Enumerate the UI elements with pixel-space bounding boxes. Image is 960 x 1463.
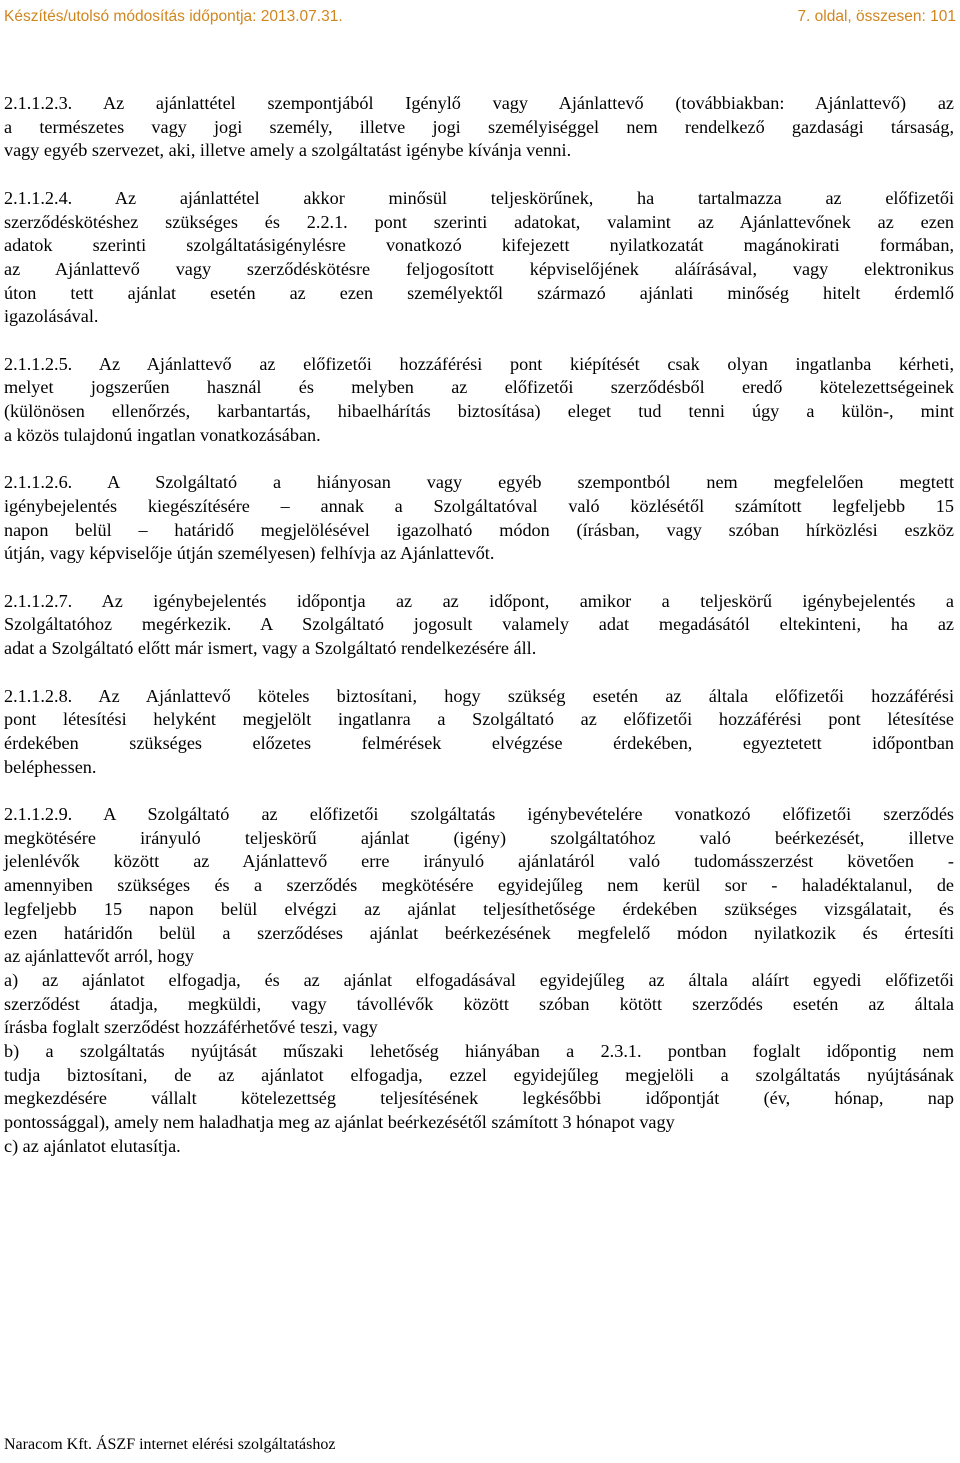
text-line: vagy egyéb szervezet, aki, illetve amely a szolgáltatást igénybe kívánja venni. [4,140,572,161]
text-line: c) az ajánlatot elutasítja. [4,1135,181,1156]
text-line: 2.1.1.2.7. Az igénybejelentés időpontja az az időpont, amikor a teljeskörű igénybejelentés a [4,590,954,611]
header-page-counter: 7. oldal, összesen: 101 [797,8,956,25]
text-line: legfeljebb 15 napon belül elvégzi az ajánlat teljesíthetősége érdekében szükséges vizsgálatait, és [4,898,954,919]
text-line: beléphessen. [4,756,97,777]
text-line: 2.1.1.2.8. Az Ajánlattevő köteles biztosítani, hogy szükség esetén az általa előfizetői hozzáférési [4,685,954,706]
text-line: az Ajánlattevő vagy szerződéskötésre feljogosított képviselőjének aláírásával, vagy elektronikus [4,258,954,279]
text-line: megkezdésére vállalt kötelezettség teljesítésének legkésőbbi időpontját (év, hónap, nap [4,1088,954,1109]
text-line: igazolásával. [4,306,99,327]
text-line: jelenlévők között az Ajánlattevő erre irányuló ajánlatáról való tudomásszerzést követően - [4,851,954,872]
paragraph [4,187,954,329]
text-line: a természetes vagy jogi személy, illetve jogi személyiséggel nem rendelkező gazdasági társaság, [4,116,954,137]
text-line: adat a Szolgáltató előtt már ismert, vagy a Szolgáltató rendelkezésére áll. [4,638,537,659]
paragraph [4,92,954,163]
text-line: a közös tulajdonú ingatlan vonatkozásában. [4,424,321,445]
page-header [4,6,956,28]
text-line: megkötésére irányuló teljeskörű ajánlat (igény) szolgáltatóhoz való beérkezését, illetve [4,827,954,848]
paragraph [4,353,954,448]
text-line: érdekében szükséges előzetes felmérések elvégzése érdekében, egyeztetett időpontban [4,732,954,753]
text-line: 2.1.1.2.5. Az Ajánlattevő az előfizetői hozzáférési pont kiépítését csak olyan ingatlanba kérheti, [4,353,954,374]
paragraph [4,590,954,661]
text-line: b) a szolgáltatás nyújtását műszaki lehetőség hiányában a 2.3.1. pontban foglalt időpontig nem [4,1041,954,1062]
document-body [4,92,954,1182]
text-line: szerződéskötéshez szükséges és 2.2.1. pont szerinti adatokat, valamint az Ajánlattevőnek az ezen [4,211,954,232]
text-line: pontossággal), amely nem haladhatja meg az ajánlat beérkezésétől számított 3 hónapot vagy [4,1112,675,1133]
paragraph [4,685,954,780]
text-line: szerződést átadja, megküldi, vagy távollévők között szóban kötött szerződés esetén az általa [4,993,954,1014]
paragraph [4,803,954,1159]
header-timestamp: Készítés/utolsó módosítás időpontja: 2013.07.31. [4,8,343,25]
text-line: 2.1.1.2.3. Az ajánlattétel szempontjából Igénylő vagy Ajánlattevő (továbbiakban: Ajánlattevő) az [4,93,954,113]
text-line: adatok szerinti szolgáltatásigénylésre vonatkozó kifejezett nyilatkozatát magánokirati formában, [4,235,954,256]
text-line: 2.1.1.2.6. A Szolgáltató a hiányosan vagy egyéb szempontból nem megfelelően megtett [4,472,954,493]
page-footer: Naracom Kft. ÁSZF internet elérési szolgáltatáshoz [4,1436,336,1453]
text-line: igénybejelentés kiegészítésére – annak a Szolgáltatóval való közlésétől számított legfeljebb 15 [4,495,954,516]
text-line: Szolgáltatóhoz megérkezik. A Szolgáltató jogosult valamely adat megadásától eltekinteni, ha az [4,614,954,635]
text-line: a) az ajánlatot elfogadja, és az ajánlat elfogadásával egyidejűleg az általa aláírt egyedi előfizetői [4,969,954,990]
text-line: napon belül – határidő megjelölésével igazolható módon (írásban, vagy szóban hírközlési eszköz [4,519,954,540]
text-line: írásba foglalt szerződést hozzáférhetővé teszi, vagy [4,1017,378,1038]
text-line: (különösen ellenőrzés, karbantartás, hibaelhárítás biztosítása) eleget tud tenni úgy a külön-, mint [4,401,954,422]
paragraph [4,471,954,566]
text-line: úton tett ajánlat esetén az ezen személyektől származó ajánlati minőség hitelt érdemlő [4,282,954,303]
text-line: az ajánlattevőt arról, hogy [4,946,194,967]
text-line: 2.1.1.2.9. A Szolgáltató az előfizetői szolgáltatás igénybevételére vonatkozó előfizetői szerződés [4,804,954,824]
text-line: tudja biztosítani, de az ajánlatot elfogadja, ezzel egyidejűleg megjelöli a szolgáltatás nyújtásának [4,1064,954,1085]
text-line: ezen határidőn belül a szerződéses ajánlat beérkezésének megfelelő módon nyilatkozik és értesíti [4,922,954,943]
text-line: 2.1.1.2.4. Az ajánlattétel akkor minősül teljeskörűnek, ha tartalmazza az előfizetői [4,187,954,208]
text-line: amennyiben szükséges és a szerződés megkötésére egyidejűleg nem kerül sor - haladéktalanul, de [4,875,954,896]
text-line: útján, vagy képviselője útján személyesen) felhívja az Ajánlattevőt. [4,543,495,564]
text-line: melyet jogszerűen használ és melyben az előfizetői szerződésből eredő kötelezettségeinek [4,377,954,398]
text-line: pont létesítési helyként megjelölt ingatlanra a Szolgáltató az előfizetői hozzáférési pont létesítése [4,709,954,730]
